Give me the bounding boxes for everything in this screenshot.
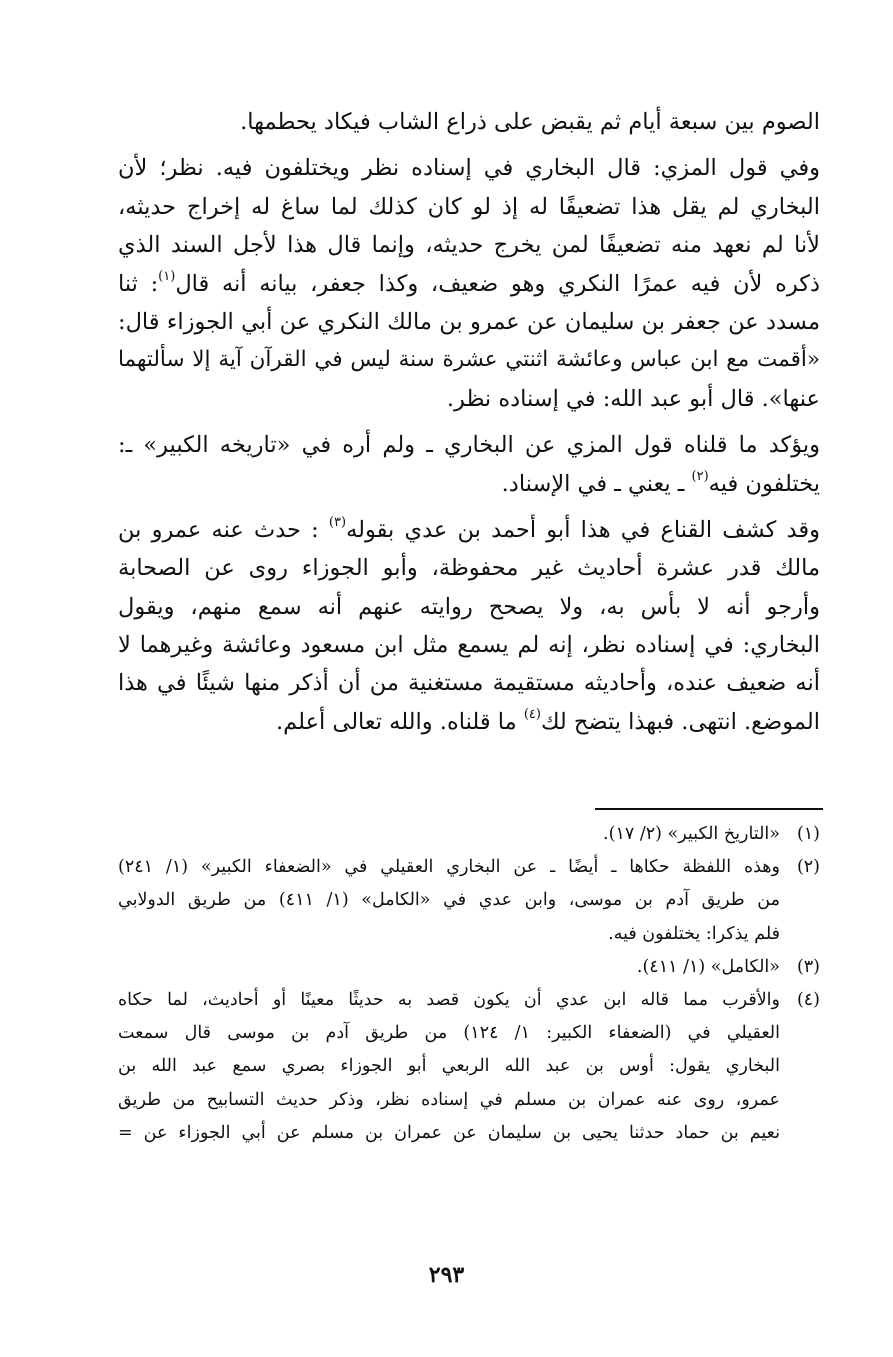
text-line — [118, 511, 820, 549]
text-line: لأنا لم نعهد منه تضعيفًا لمن يخرج حديثه، وإنما قال هذا لأجل السند الذي — [118, 232, 820, 259]
footnote-1 — [118, 818, 820, 851]
footnotes — [118, 818, 820, 1150]
footnote-line: «الكامل» (١/ ٤١١). — [636, 956, 780, 977]
text-span: : حدث عنه عمرو بن — [118, 516, 329, 543]
text-line — [118, 265, 820, 303]
text-line: وأرجو أنه لا بأس به، ولا يصحح روايته عنهم أنه سمع منهم، ويقول — [118, 593, 820, 620]
footnote-line: العقيلي في (الضعفاء الكبير: ١/ ١٢٤) من طريق آدم بن موسى قال سمعت — [118, 1023, 780, 1044]
footnote-4 — [118, 984, 820, 1150]
footnote-ref[interactable]: (٢) — [691, 469, 709, 485]
text-span: يختلفون فيه — [708, 470, 820, 497]
footnote-line: البخاري يقول: أوس بن عبد الله الربعي أبو الجوزاء بصري سمع عبد الله بن — [118, 1056, 780, 1077]
footnote-ref[interactable]: (٣) — [328, 515, 347, 531]
footnote-number: (٢) — [796, 857, 820, 878]
footnote-ref[interactable]: (١) — [158, 269, 176, 285]
text-line: الصوم بين سبعة أيام ثم يقبض على ذراع الشاب فيكاد يحطمها. — [240, 109, 820, 135]
text-line: «أقمت مع ابن عباس وعائشة اثنتي عشرة سنة ليس في القرآن آية إلا سألتهما — [118, 347, 820, 373]
footnote-line: نعيم بن حماد حدثنا يحيى بن سليمان عن عمران بن مسلم عن أبي الجوزاء عن = — [118, 1122, 780, 1143]
footnote-line: وهذه اللفظة حكاها ـ أيضًا ـ عن البخاري العقيلي في «الضعفاء الكبير» (١/ ٢٤١) — [118, 857, 780, 878]
footnote-line: «التاريخ الكبير» (٢/ ١٧). — [603, 824, 780, 844]
text-span: : ثنا — [118, 270, 159, 297]
text-line — [118, 703, 820, 741]
text-line: أنه ضعيف عنده، وأحاديثه مستقيمة مستغنية من أن أذكر منها شيئًا في هذا — [118, 670, 820, 697]
footnote-line: عمرو، روى عنه عمران بن مسلم في إسناده نظر، وذكر حديث التسابيح من طريق — [118, 1089, 780, 1110]
text-line: وفي قول المزي: قال البخاري في إسناده نظر ويختلفون فيه. نظر؛ لأن — [118, 155, 820, 182]
footnote-line: من طريق آدم بن موسى، وابن عدي في «الكامل» (١/ ٤١١) من طريق الدولابي — [118, 890, 780, 911]
footnote-3 — [118, 951, 820, 984]
text-span: ما قلناه. والله تعالى أعلم. — [276, 708, 524, 735]
main-text — [118, 103, 820, 741]
text-span: ذكره لأن فيه عمرًا النكري وهو ضعيف، وكذا جعفر، بيانه أنه قال — [175, 270, 821, 297]
text-span: الموضع. انتهى. فبهذا يتضح لك — [540, 708, 820, 735]
text-line — [118, 465, 820, 503]
text-span: ـ يعني ـ في الإسناد. — [501, 470, 692, 497]
text-span: وقد كشف القناع في هذا أبو أحمد بن عدي بقوله — [346, 516, 820, 543]
footnote-number: (٣) — [796, 956, 820, 977]
footnote-number: (١) — [796, 824, 820, 844]
text-line: ويؤكد ما قلناه قول المزي عن البخاري ـ ولم أره في «تاريخه الكبير» ـ: — [118, 432, 820, 459]
text-line: مسدد عن جعفر بن سليمان عن عمرو بن مالك النكري عن أبي الجوزاء قال: — [118, 308, 820, 335]
footnote-line: فلم يذكرا: يختلفون فيه. — [608, 923, 780, 944]
text-line: مالك قدر عشرة أحاديث غير محفوظة، وأبو الجوزاء روى عن الصحابة — [118, 555, 820, 582]
footnote-2 — [118, 851, 820, 951]
text-line: البخاري لم يقل هذا تضعيفًا له إذ لو كان كذلك لما ساغ له إخراج حديثه، — [118, 193, 820, 220]
text-line: عنها». قال أبو عبد الله: في إسناده نظر. — [446, 385, 820, 412]
footnote-line: والأقرب مما قاله ابن عدي أن يكون قصد به حديثًا معينًا أو أحاديث، لما حكاه — [118, 989, 780, 1010]
page-number: ٢٩٣ — [428, 1262, 465, 1288]
footnote-divider — [595, 808, 823, 810]
footnote-ref[interactable]: (٤) — [523, 707, 541, 723]
text-line: البخاري: في إسناده نظر، إنه لم يسمع مثل ابن مسعود وعائشة وغيرهما لا — [118, 632, 820, 659]
footnote-number: (٤) — [796, 989, 820, 1010]
